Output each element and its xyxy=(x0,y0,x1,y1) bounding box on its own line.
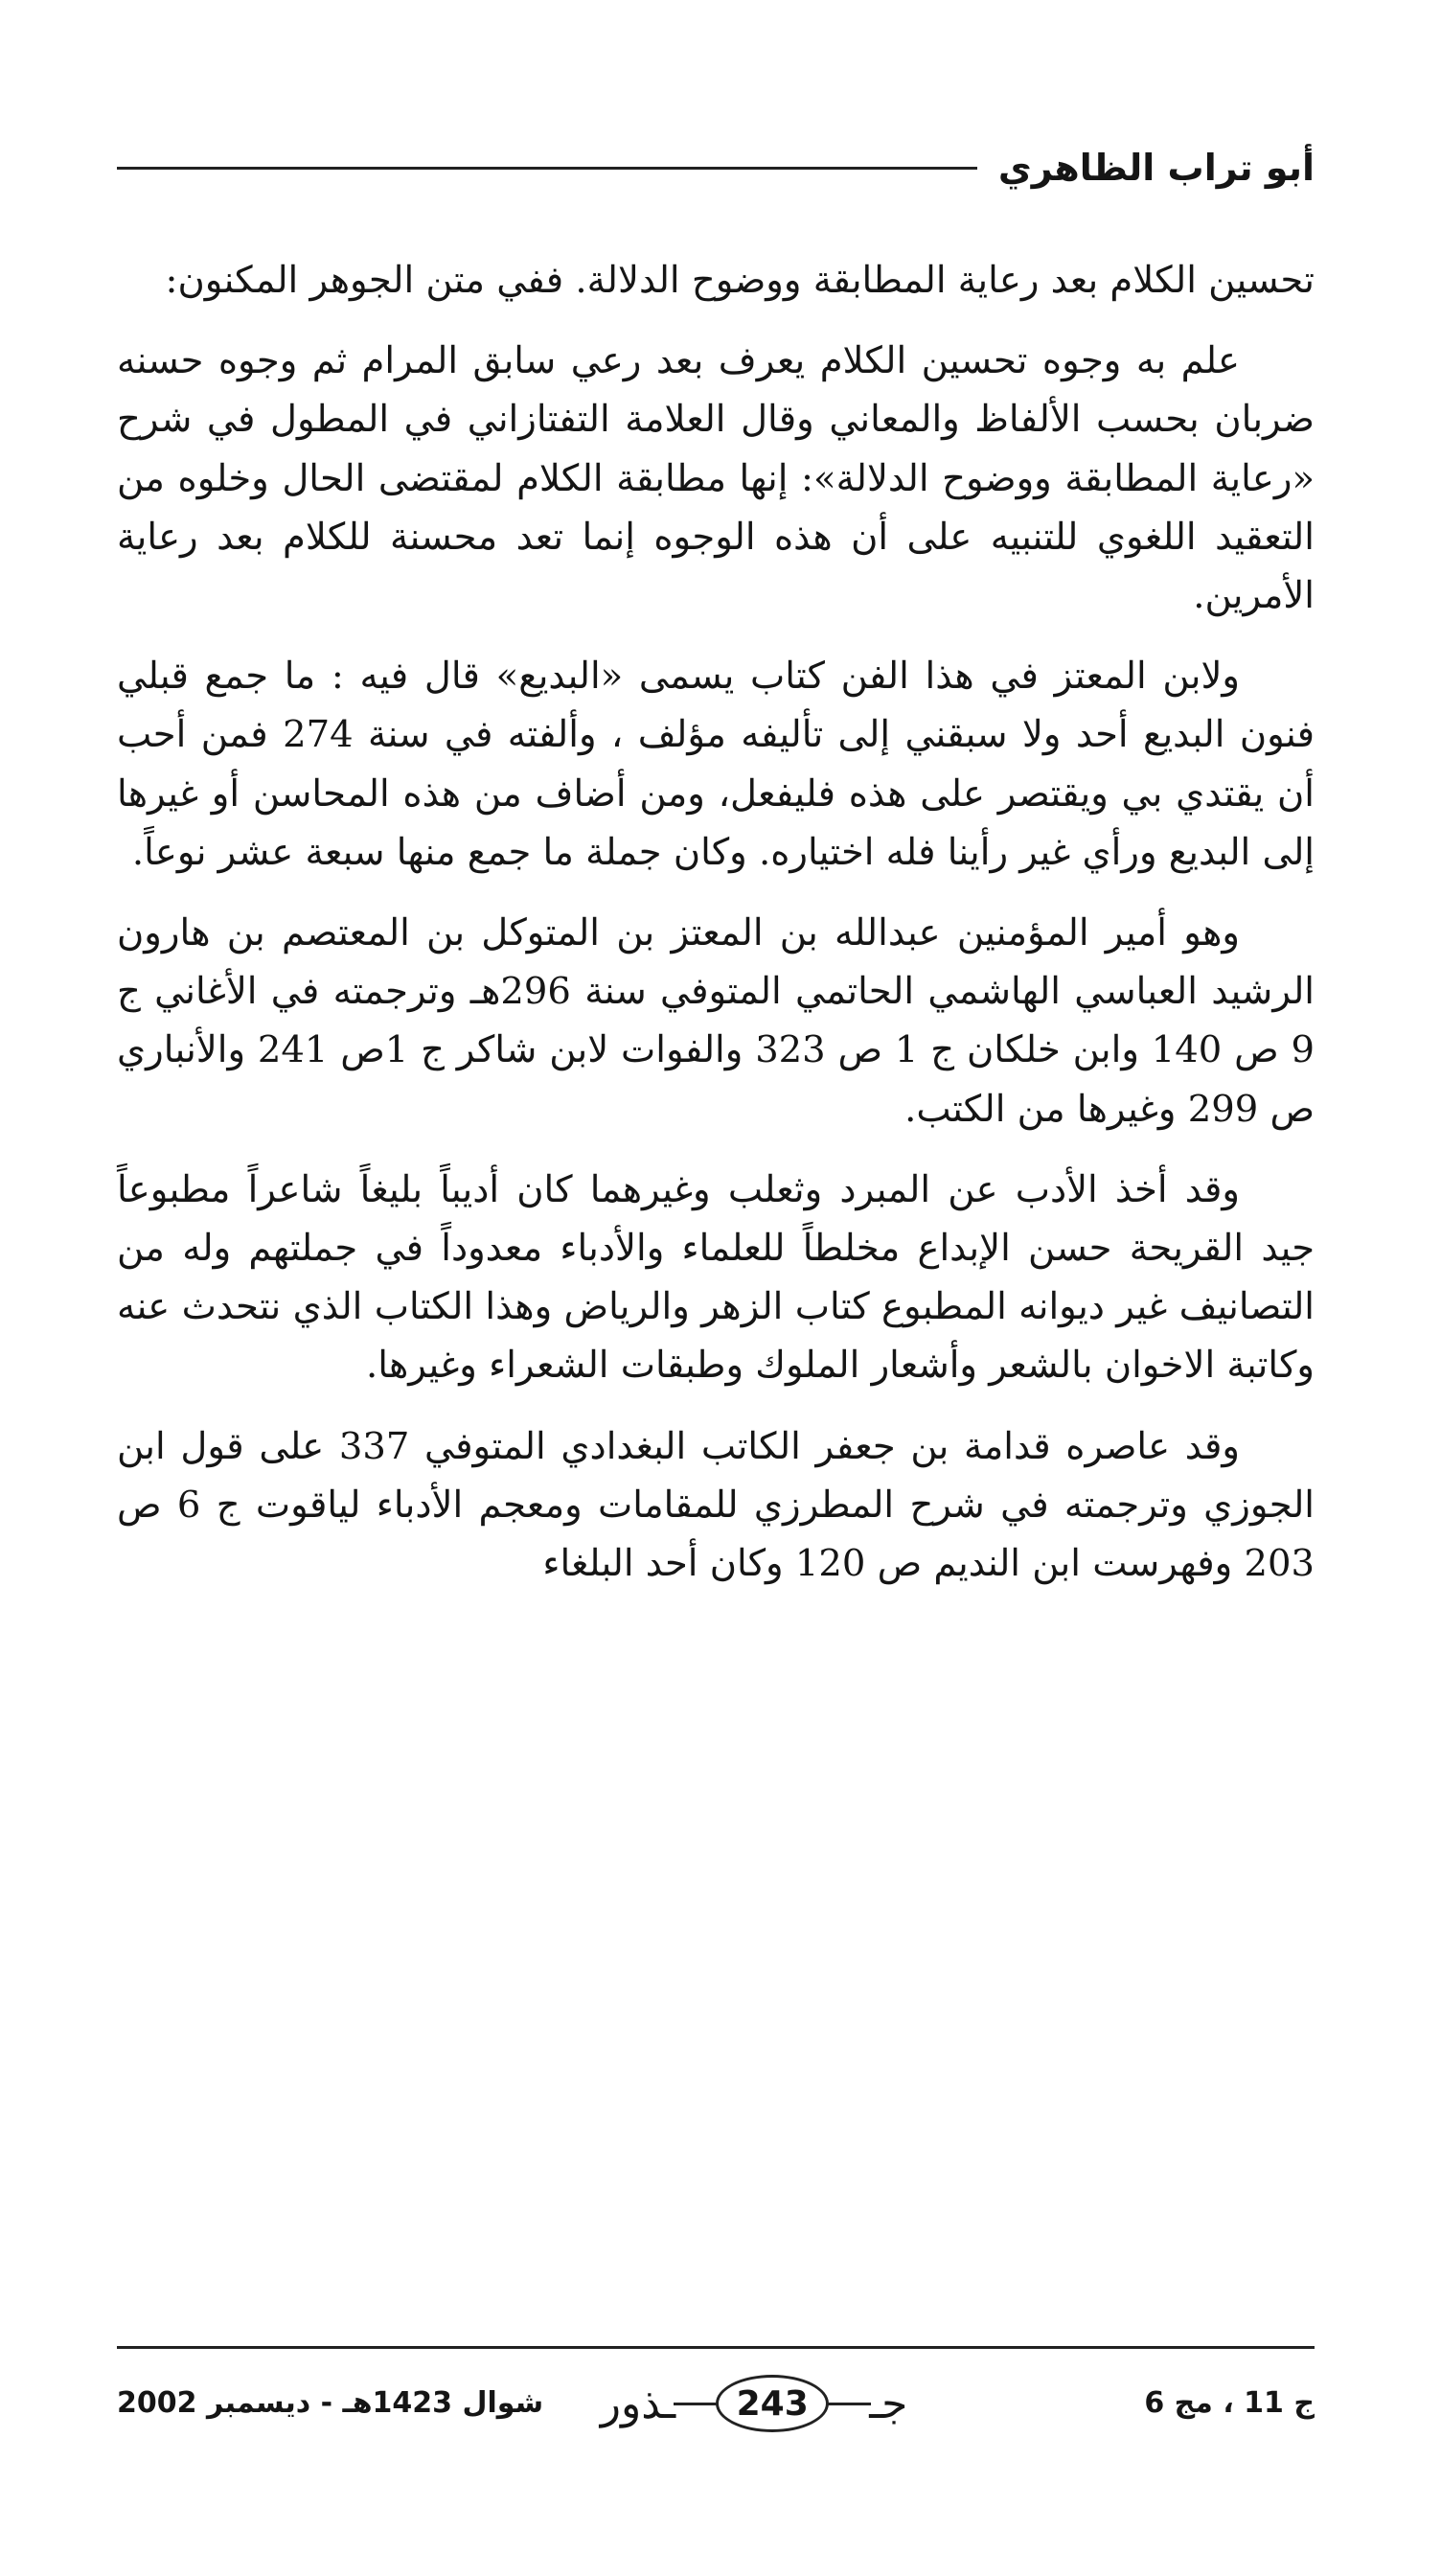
page-number: 243 xyxy=(716,2375,829,2432)
paragraph-3: ولابن المعتز في هذا الفن كتاب يسمى «البديع» قال فيه : ما جمع قبلي فنون البديع أحد ولا سبقني إلى تأليفه مؤلف ، وألفته في سنة 274 فمن أحب أن يقتدي بي ويقتصر على هذه فليفعل، ومن أضاف من هذه المحاسن أو غيرها إلى البديع ورأي غير رأينا فله اختياره. وكان جملة ما جمع منها سبعة عشر نوعاً. xyxy=(117,655,1315,874)
page-header xyxy=(117,134,1315,201)
page-footer xyxy=(117,2369,1315,2438)
issue-date: شوال 1423هـ - ديسمبر 2002 xyxy=(117,2386,544,2420)
paragraph-4: وهو أمير المؤمنين عبدالله بن المعتز بن المتوكل بن المعتصم بن هارون الرشيد العباسي الهاشمي الحاتمي المتوفي سنة 296هـ وترجمته في الأغاني ج 9 ص 140 وابن خلكان ج 1 ص 323 والفوات لابن شاكر ج 1ص 241 والأنباري ص 299 وغيرها من الكتب. xyxy=(117,911,1315,1131)
logo-left-text: جـ xyxy=(869,2379,908,2428)
footer-rule xyxy=(117,2346,1315,2349)
body-text xyxy=(117,251,1315,1615)
running-title: أبو تراب الظاهري xyxy=(997,147,1315,189)
paragraph-1: تحسين الكلام بعد رعاية المطابقة ووضوح الدلالة. ففي متن الجوهر المكنون: xyxy=(165,259,1315,302)
journal-logo xyxy=(596,2369,912,2438)
issue-number: ج 11 ، مج 6 xyxy=(1144,2386,1315,2420)
logo-right-text: ـذور xyxy=(600,2379,676,2428)
paragraph-5: وقد أخذ الأدب عن المبرد وثعلب وغيرهما كان أديباً بليغاً شاعراً مطبوعاً جيد القريحة حسن الإبداع مخلطاً للعلماء والأدباء معدوداً في جملتهم وله من التصانيف غير ديوانه المطبوع كتاب الزهر والرياض وهذا الكتاب الذي نتحدث عنه وكاتبة الاخوان بالشعر وأشعار الملوك وطبقات الشعراء وغيرها. xyxy=(117,1167,1315,1388)
logo-tail-left xyxy=(674,2403,718,2405)
paragraph-2: علم به وجوه تحسين الكلام يعرف بعد رعي سابق المرام ثم وجوه حسنه ضربان بحسب الألفاظ والمعاني وقال العلامة التفتازاني في المطول في شرح «رعاية المطابقة ووضوح الدلالة»: إنها مطابقة الكلام لمقتضى الحال وخلوه من التعقيد اللغوي للتنبيه على أن هذه الوجوه إنما تعد محسنة للكلام بعد رعاية الأمرين. xyxy=(117,339,1315,618)
header-rule xyxy=(117,167,977,170)
paragraph-6: وقد عاصره قدامة بن جعفر الكاتب البغدادي المتوفي 337 على قول ابن الجوزي وترجمته في شرح المطرزي للمقامات ومعجم الأدباء لياقوت ج 6 ص 203 وفهرست ابن النديم ص 120 وكان أحد البلغاء xyxy=(117,1424,1315,1586)
logo-tail-right xyxy=(827,2403,871,2405)
